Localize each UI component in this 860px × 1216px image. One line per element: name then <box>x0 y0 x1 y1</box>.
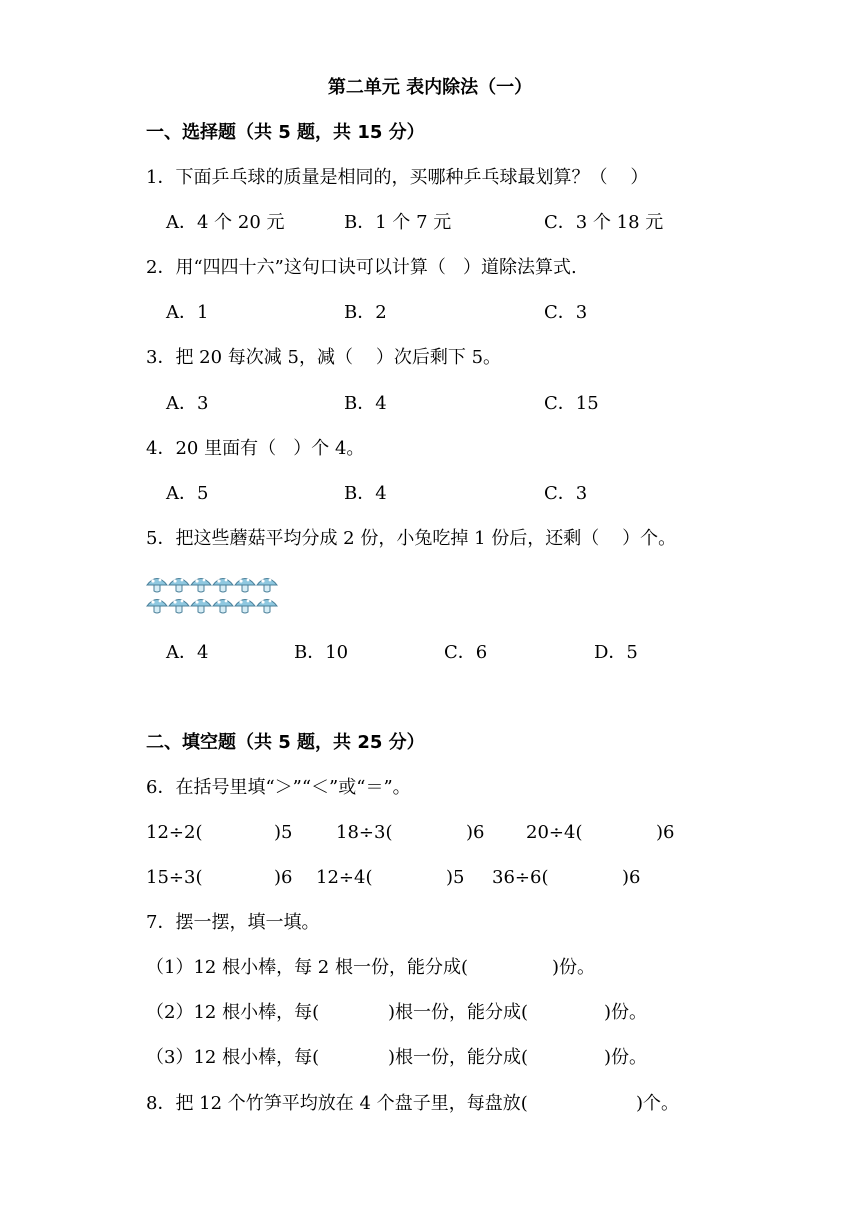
q7-part-2: （2）12 根小棒，每( <box>146 1002 320 1023</box>
q7-part-3-mid: )根一份，能分成( <box>388 1047 529 1068</box>
question-4-option-b[interactable]: B．4 <box>344 483 387 504</box>
question-1-option-a[interactable]: A．4 个 20 元 <box>166 212 285 233</box>
q6-expr-5: 12÷4( <box>316 867 373 888</box>
q7-part-3: （3）12 根小棒，每( <box>146 1047 320 1068</box>
question-4-stem: 4．20 里面有（ ）个 4。 <box>146 438 365 459</box>
mushroom-row-bottom <box>146 595 278 620</box>
q7-part-2-end: )份。 <box>604 1002 648 1023</box>
question-3-option-b[interactable]: B．4 <box>344 393 387 414</box>
question-2-option-a[interactable]: A．1 <box>166 302 209 323</box>
question-1-option-b[interactable]: B．1 个 7 元 <box>344 212 452 233</box>
q6-expr-1: 12÷2( <box>146 822 203 843</box>
section-heading-choice: 一、选择题（共 5 题，共 15 分） <box>146 122 425 143</box>
q7-part-2-mid: )根一份，能分成( <box>388 1002 529 1023</box>
q6-expr-4: 15÷3( <box>146 867 203 888</box>
section-heading-fill: 二、填空题（共 5 题，共 25 分） <box>146 732 425 753</box>
question-7-stem: 7．摆一摆，填一填。 <box>146 912 320 933</box>
question-2-stem: 2．用“四四十六”这句口诀可以计算（ ）道除法算式. <box>146 257 577 278</box>
q6-expr-3-end: )6 <box>656 822 675 843</box>
mushroom-icon <box>234 595 256 620</box>
question-4-option-c[interactable]: C．3 <box>544 483 588 504</box>
question-3-option-a[interactable]: A．3 <box>166 393 209 414</box>
question-1-stem: 1．下面乒乓球的质量是相同的，买哪种乒乓球最划算？（ ） <box>146 167 649 188</box>
q7-part-1: （1）12 根小棒，每 2 根一份，能分成( <box>146 957 468 978</box>
question-1-option-c[interactable]: C．3 个 18 元 <box>544 212 664 233</box>
question-5-option-c[interactable]: C．6 <box>444 642 488 663</box>
q6-expr-1-end: )5 <box>274 822 293 843</box>
question-2-option-c[interactable]: C．3 <box>544 302 588 323</box>
q6-expr-6: 36÷6( <box>492 867 549 888</box>
question-2-option-b[interactable]: B．2 <box>344 302 387 323</box>
question-3-option-c[interactable]: C．15 <box>544 393 599 414</box>
q6-expr-6-end: )6 <box>622 867 641 888</box>
q7-part-1-end: )份。 <box>552 957 596 978</box>
q6-expr-2: 18÷3( <box>336 822 393 843</box>
q7-part-3-end: )份。 <box>604 1047 648 1068</box>
question-6-stem: 6．在括号里填“＞”“＜”或“＝”。 <box>146 777 411 798</box>
question-3-stem: 3．把 20 每次减 5，减（ ）次后剩下 5。 <box>146 347 502 368</box>
question-5-option-b[interactable]: B．10 <box>294 642 349 663</box>
question-5-option-d[interactable]: D．5 <box>594 642 638 663</box>
mushroom-icon <box>146 595 168 620</box>
mushroom-icon <box>168 595 190 620</box>
question-5-option-a[interactable]: A．4 <box>166 642 209 663</box>
page-title: 第二单元 表内除法（一） <box>327 77 533 98</box>
q6-expr-4-end: )6 <box>274 867 293 888</box>
mushroom-icon <box>190 595 212 620</box>
q6-expr-5-end: )5 <box>446 867 465 888</box>
question-4-option-a[interactable]: A．5 <box>166 483 209 504</box>
question-8-end: )个。 <box>636 1093 680 1114</box>
q6-expr-2-end: )6 <box>466 822 485 843</box>
q6-expr-3: 20÷4( <box>526 822 583 843</box>
mushroom-icon <box>256 595 278 620</box>
question-8-stem: 8．把 12 个竹笋平均放在 4 个盘子里，每盘放( <box>146 1093 528 1114</box>
mushroom-icon <box>212 595 234 620</box>
question-5-stem: 5．把这些蘑菇平均分成 2 份，小兔吃掉 1 份后，还剩（ ）个。 <box>146 528 677 549</box>
